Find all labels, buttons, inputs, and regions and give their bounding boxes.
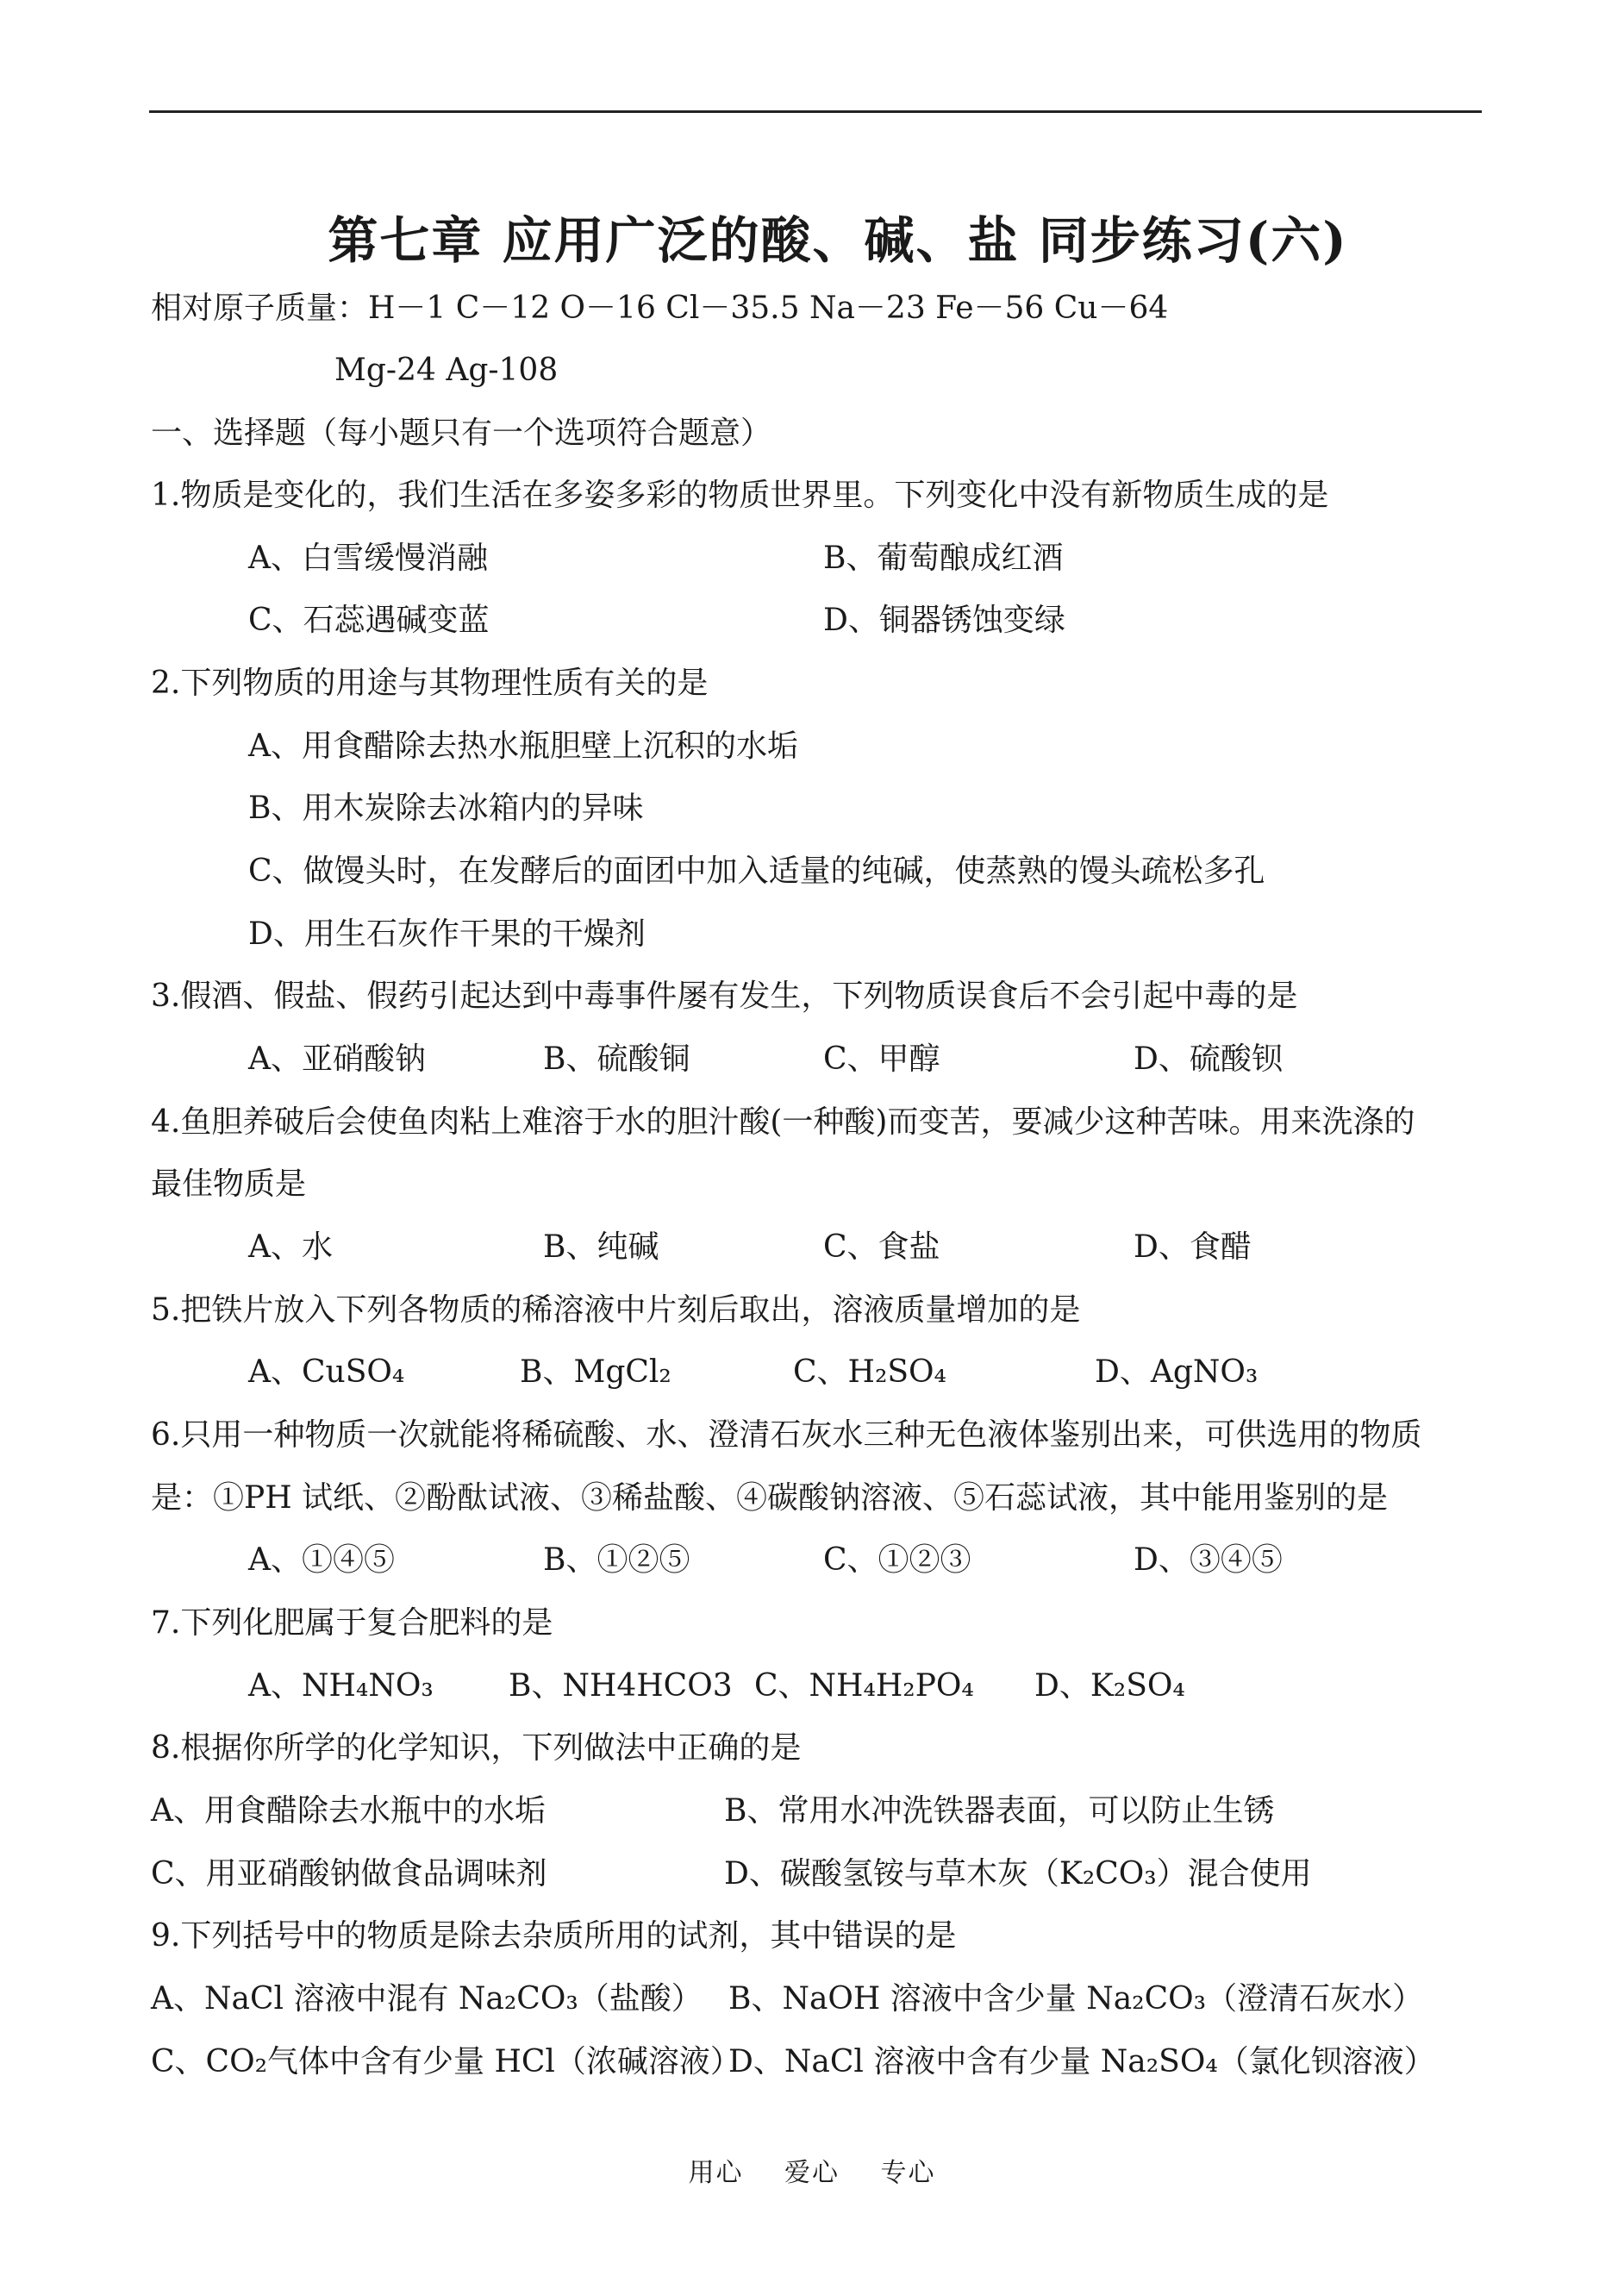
question-9-option-a: A、NaCl 溶液中混有 Na₂CO₃（盐酸） xyxy=(151,1981,703,2017)
question-1-option-b: B、葡萄酿成红酒 xyxy=(823,541,1064,576)
question-9-option-b: B、NaOH 溶液中含少量 Na₂CO₃（澄清石灰水） xyxy=(728,1981,1424,2017)
question-1-stem: 1.物质是变化的，我们生活在多姿多彩的物质世界里。下列变化中没有新物质生成的是 xyxy=(151,478,1329,513)
question-8-option-b: B、常用水冲洗铁器表面，可以防止生锈 xyxy=(724,1793,1275,1829)
atomic-mass-line-1: 相对原子质量：H－1 C－12 O－16 Cl－35.5 Na－23 Fe－56 Cu－64 xyxy=(151,291,1169,326)
question-5-option-b: B、MgCl₂ xyxy=(520,1354,671,1390)
question-7-option-c: C、NH₄H₂PO₄ xyxy=(754,1668,974,1704)
question-5-stem: 5.把铁片放入下列各物质的稀溶液中片刻后取出，溶液质量增加的是 xyxy=(151,1292,1081,1328)
footer-word-2: 爱心 xyxy=(784,2158,840,2188)
question-3-stem: 3.假酒、假盐、假药引起达到中毒事件屡有发生，下列物质误食后不会引起中毒的是 xyxy=(151,979,1298,1014)
question-6-option-b: B、①②⑤ xyxy=(543,1542,690,1578)
atomic-mass-line-2: Mg-24 Ag-108 xyxy=(334,353,559,388)
question-7-option-a: A、NH₄NO₃ xyxy=(248,1668,434,1704)
question-8-option-c: C、用亚硝酸钠做食品调味剂 xyxy=(151,1856,547,1892)
question-3-option-d: D、硫酸钡 xyxy=(1134,1041,1283,1077)
question-6-stem-line-1: 6.只用一种物质一次就能将稀硫酸、水、澄清石灰水三种无色液体鉴别出来，可供选用的物质 xyxy=(151,1417,1422,1453)
question-3-option-b: B、硫酸铜 xyxy=(543,1041,690,1077)
question-6-option-a: A、①④⑤ xyxy=(248,1542,395,1578)
question-4-option-a: A、水 xyxy=(248,1229,333,1265)
question-8-stem: 8.根据你所学的化学知识，下列做法中正确的是 xyxy=(151,1730,802,1766)
question-2-stem: 2.下列物质的用途与其物理性质有关的是 xyxy=(151,666,709,701)
question-9-option-d: D、NaCl 溶液中含有少量 Na₂SO₄（氯化钡溶液） xyxy=(728,2044,1435,2079)
question-1-option-c: C、石蕊遇碱变蓝 xyxy=(248,603,490,638)
footer-word-1: 用心 xyxy=(688,2158,744,2188)
question-6-option-c: C、①②③ xyxy=(823,1542,971,1578)
page-title: 第七章 应用广泛的酸、碱、盐 同步练习(六) xyxy=(328,211,1348,270)
header-rule xyxy=(149,110,1482,113)
question-7-stem: 7.下列化肥属于复合肥料的是 xyxy=(151,1605,553,1641)
page-footer xyxy=(0,2151,1624,2189)
question-4-option-d: D、食醋 xyxy=(1134,1229,1252,1265)
question-6-option-d: D、③④⑤ xyxy=(1134,1542,1283,1578)
question-5-option-c: C、H₂SO₄ xyxy=(793,1354,946,1390)
question-1-option-d: D、铜器锈蚀变绿 xyxy=(823,603,1065,638)
section-heading: 一、选择题（每小题只有一个选项符合题意） xyxy=(151,416,772,451)
question-2-option-a: A、用食醋除去热水瓶胆壁上沉积的水垢 xyxy=(248,729,798,764)
question-3-option-c: C、甲醇 xyxy=(823,1041,940,1077)
question-2-option-d: D、用生石灰作干果的干燥剂 xyxy=(248,916,646,952)
question-9-stem: 9.下列括号中的物质是除去杂质所用的试剂，其中错误的是 xyxy=(151,1918,957,1954)
question-9-option-c: C、CO₂气体中含有少量 HCl（浓碱溶液） xyxy=(151,2044,741,2079)
question-3-option-a: A、亚硝酸钠 xyxy=(248,1041,426,1077)
question-2-option-c: C、做馒头时，在发酵后的面团中加入适量的纯碱，使蒸熟的馒头疏松多孔 xyxy=(248,854,1265,889)
question-2-option-b: B、用木炭除去冰箱内的异味 xyxy=(248,791,644,826)
question-8-option-d: D、碳酸氢铵与草木灰（K₂CO₃）混合使用 xyxy=(724,1856,1312,1892)
question-8-option-a: A、用食醋除去水瓶中的水垢 xyxy=(151,1793,546,1829)
question-4-option-b: B、纯碱 xyxy=(543,1229,659,1265)
question-4-option-c: C、食盐 xyxy=(823,1229,940,1265)
question-1-option-a: A、白雪缓慢消融 xyxy=(248,541,488,576)
question-6-stem-line-2: 是：①PH 试纸、②酚酞试液、③稀盐酸、④碳酸钠溶液、⑤石蕊试液，其中能用鉴别的是 xyxy=(151,1480,1389,1516)
footer-word-3: 专心 xyxy=(880,2158,936,2188)
question-7-option-b: B、NH4HCO3 xyxy=(509,1668,733,1704)
question-4-stem-line-2: 最佳物质是 xyxy=(151,1166,307,1202)
question-5-option-a: A、CuSO₄ xyxy=(248,1354,405,1390)
question-5-option-d: D、AgNO₃ xyxy=(1095,1354,1259,1390)
question-7-option-d: D、K₂SO₄ xyxy=(1034,1668,1185,1704)
question-4-stem-line-1: 4.鱼胆养破后会使鱼肉粘上难溶于水的胆汁酸(一种酸)而变苦，要减少这种苦味。用来洗涤的 xyxy=(151,1104,1415,1140)
